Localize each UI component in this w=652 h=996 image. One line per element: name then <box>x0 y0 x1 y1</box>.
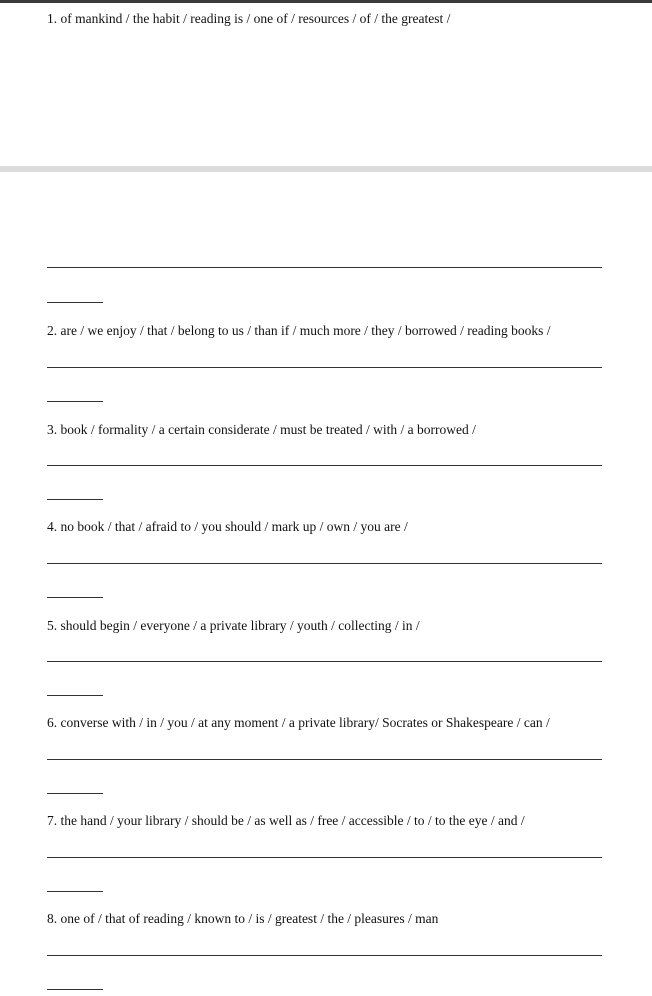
exercise-item-6: 6. converse with / in / you / at any moment / a private library/ Socrates or Shakespeare / can / <box>47 715 550 730</box>
exercise-item-8: 8. one of / that of reading / known to / is / greatest / the / pleasures / man <box>47 911 439 926</box>
exercise-item-4: 4. no book / that / afraid to / you should / mark up / own / you are / <box>47 519 408 534</box>
exercise-item-5: 5. should begin / everyone / a private library / youth / collecting / in / <box>47 618 420 633</box>
answer-line-6[interactable] <box>47 759 602 760</box>
answer-line-1[interactable] <box>47 267 602 268</box>
answer-line-3[interactable] <box>47 465 602 466</box>
answer-line-8-continuation[interactable] <box>47 989 103 990</box>
answer-line-4[interactable] <box>47 563 602 564</box>
answer-line-1-continuation[interactable] <box>47 302 103 303</box>
answer-line-2-continuation[interactable] <box>47 401 103 402</box>
page-top-border <box>0 0 652 3</box>
exercise-item-7: 7. the hand / your library / should be / as well as / free / accessible / to / to the eye / and / <box>47 813 525 828</box>
answer-line-2[interactable] <box>47 367 602 368</box>
answer-line-3-continuation[interactable] <box>47 499 103 500</box>
answer-line-5-continuation[interactable] <box>47 695 103 696</box>
answer-line-7[interactable] <box>47 857 602 858</box>
answer-line-7-continuation[interactable] <box>47 891 103 892</box>
answer-line-4-continuation[interactable] <box>47 597 103 598</box>
answer-line-5[interactable] <box>47 661 602 662</box>
exercise-item-3: 3. book / formality / a certain considerate / must be treated / with / a borrowed / <box>47 422 476 437</box>
page-break-separator <box>0 166 652 172</box>
exercise-item-2: 2. are / we enjoy / that / belong to us / than if / much more / they / borrowed / reading books / <box>47 323 551 338</box>
answer-line-6-continuation[interactable] <box>47 793 103 794</box>
answer-line-8[interactable] <box>47 955 602 956</box>
exercise-item-1: 1. of mankind / the habit / reading is / one of / resources / of / the greatest / <box>47 11 451 26</box>
